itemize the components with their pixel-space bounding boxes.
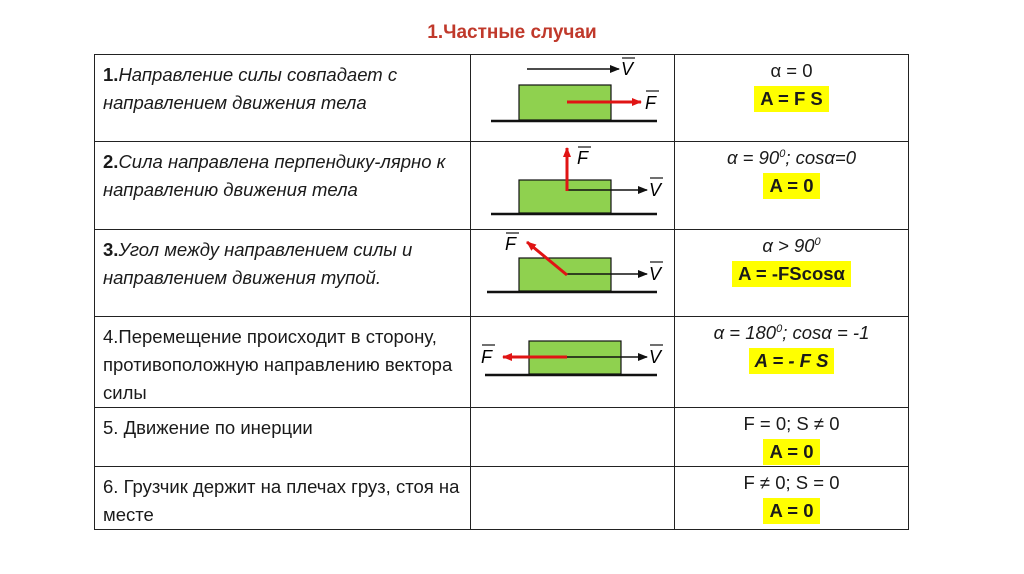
formula-work: A = - F S [749,348,835,374]
degree-sup: 0 [779,147,786,160]
case-formula [675,467,909,530]
force-label: F [645,93,656,113]
table-row [95,55,909,142]
table-row [95,408,909,467]
degree-sup: 0 [814,235,821,248]
case-diagram [471,317,675,408]
case-formula [675,142,909,230]
diagram-svg [471,230,675,316]
formula-work: A = 0 [763,498,819,524]
velocity-label: V [649,180,662,200]
case-diagram-empty [471,408,675,467]
case-text: Направление силы совпадает с направлением движения тела [103,64,398,113]
table-row [95,230,909,317]
formula-work: A = -FScosα [732,261,851,287]
velocity-label: V [649,347,662,367]
formula-cos: ; cosα=0 [785,147,857,168]
force-label: F [481,347,492,367]
diagram-svg [471,55,675,141]
case-text: Угол между направлением силы и направлением движения тупой. [103,239,413,288]
table-row [95,317,909,408]
table-row [95,467,909,530]
case-description [95,55,471,142]
formula-work: A = F S [754,86,829,112]
formula-angle-value: α = 180 [713,322,777,343]
diagram-svg [471,317,675,405]
case-description: 5. Движение по инерции [95,408,471,467]
case-description: 6. Грузчик держит на плечах груз, стоя на месте [95,467,471,530]
case-number: 2. [103,151,119,172]
case-diagram-empty [471,467,675,530]
formula-cos: ; cosα = -1 [782,322,870,343]
case-number: 3. [103,239,119,260]
formula-angle [675,319,908,347]
case-formula [675,408,909,467]
body-block [519,180,611,213]
degree-sup: 0 [776,322,783,335]
table-row [95,142,909,230]
case-text: Сила направлена перпендику-лярно к направлению движения тела [103,151,446,200]
velocity-label: V [621,59,634,79]
formula-angle: α = 0 [770,60,813,81]
formula-angle-value: α > 90 [762,235,815,256]
slide-title: 1.Частные случаи [427,22,597,43]
diagram-svg [471,142,675,229]
formula-condition: F = 0; S ≠ 0 [743,413,840,434]
cases-table [94,54,909,530]
formula-work: A = 0 [763,173,819,199]
formula-angle [675,144,908,172]
case-diagram [471,55,675,142]
case-formula [675,55,909,142]
case-description: 4.Перемещение происходит в сторону, противоположную направлению вектора силы [95,317,471,408]
case-number: 1. [103,64,119,85]
formula-angle [675,232,908,260]
case-formula [675,317,909,408]
case-description [95,230,471,317]
velocity-label: V [649,264,662,284]
case-description [95,142,471,230]
case-diagram [471,142,675,230]
case-formula [675,230,909,317]
force-label: F [577,148,588,168]
force-label: F [505,234,516,254]
formula-work: A = 0 [763,439,819,465]
case-diagram [471,230,675,317]
formula-condition: F ≠ 0; S = 0 [743,472,840,493]
formula-angle-value: α = 90 [726,147,780,168]
